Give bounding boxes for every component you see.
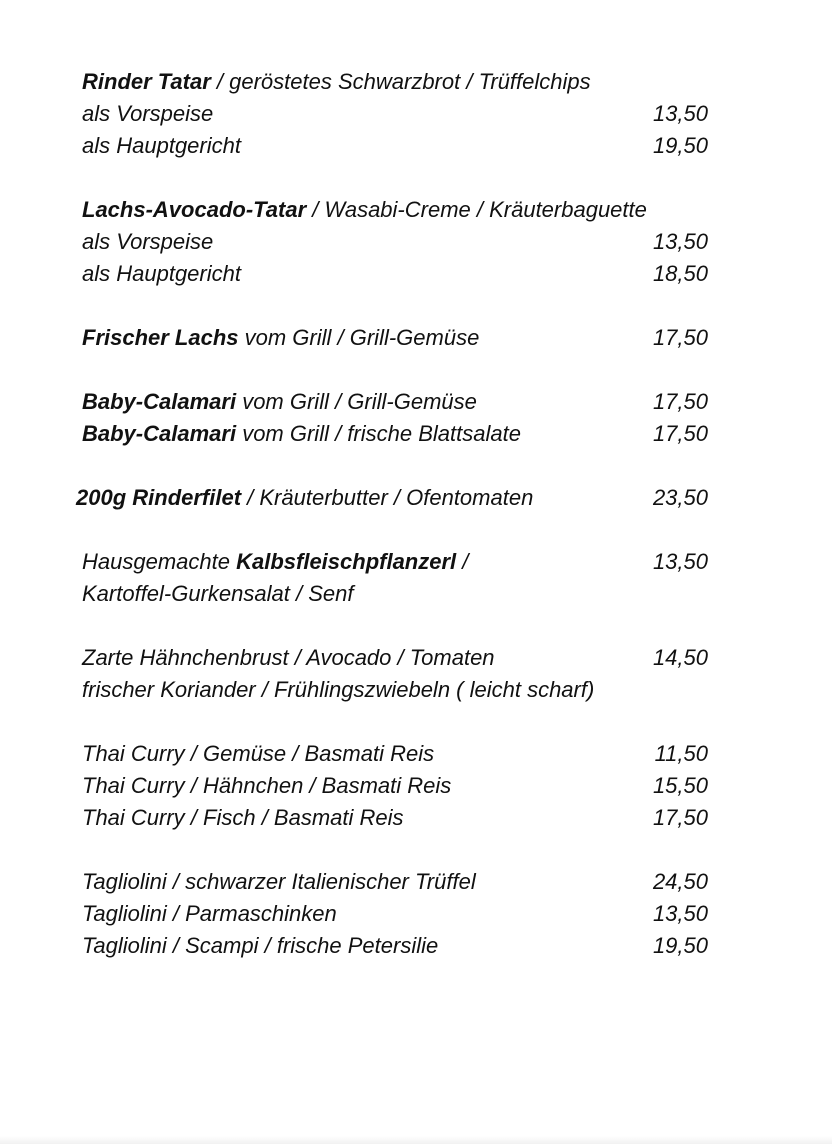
dish-name: Frischer Lachs: [82, 325, 239, 350]
dish-name: Lachs-Avocado-Tatar: [82, 197, 307, 222]
option-label: als Vorspeise: [82, 229, 214, 254]
price: 17,50: [652, 325, 708, 350]
dish-line: [82, 66, 591, 98]
dish-description: / Kräuterbutter / Ofentomaten: [241, 485, 534, 510]
dish-line: [82, 418, 521, 450]
menu-item-baby-calamari-gemuese: [0, 386, 832, 418]
page-bottom-edge: [0, 1136, 832, 1144]
dish-description: Zarte Hähnchenbrust / Avocado / Tomaten: [82, 645, 495, 670]
menu-item-haehnchenbrust: [0, 642, 832, 674]
price: 17,50: [652, 421, 708, 446]
dish-description: Thai Curry / Hähnchen / Basmati Reis: [82, 773, 452, 798]
menu-item-thai-curry-fisch: [0, 802, 832, 834]
price: 13,50: [652, 901, 708, 926]
menu-item-rinderfilet: [0, 482, 832, 514]
dish-line: [82, 546, 468, 578]
menu-item-rinder-tatar: [0, 66, 832, 98]
price: 23,50: [652, 485, 708, 510]
option-row: [0, 226, 832, 258]
dish-description: Tagliolini / schwarzer Italienischer Trüffel: [82, 869, 476, 894]
dish-name: 200g Rinderfilet: [76, 485, 242, 510]
option-label: als Hauptgericht: [82, 133, 241, 158]
menu-item-tagliolini-parmaschinken: [0, 898, 832, 930]
price: 13,50: [652, 549, 708, 574]
dish-description: / Wasabi-Creme / Kräuterbaguette: [306, 197, 647, 222]
dish-line: [76, 482, 533, 514]
option-label: als Vorspeise: [82, 101, 214, 126]
dish-description: vom Grill / frische Blattsalate: [236, 421, 521, 446]
dish-description: Tagliolini / Parmaschinken: [82, 901, 337, 926]
price: 24,50: [652, 869, 708, 894]
option-row: [0, 130, 832, 162]
dish-description: Kartoffel-Gurkensalat / Senf: [82, 581, 354, 606]
dish-line: [82, 322, 479, 354]
price: 13,50: [652, 101, 708, 126]
dish-continuation: [0, 578, 832, 610]
price: 13,50: [652, 229, 708, 254]
price: 18,50: [652, 261, 708, 286]
price: 19,50: [652, 933, 708, 958]
dish-description: Tagliolini / Scampi / frische Petersilie: [82, 933, 439, 958]
menu-item-kalbsfleischpflanzerl: [0, 546, 832, 578]
dish-name: Kalbsfleischpflanzerl: [236, 549, 457, 574]
dish-description: Thai Curry / Fisch / Basmati Reis: [82, 805, 404, 830]
dish-name: Baby-Calamari: [82, 389, 237, 414]
menu-item-thai-curry-haehnchen: [0, 770, 832, 802]
option-row: [0, 258, 832, 290]
menu-item-frischer-lachs: [0, 322, 832, 354]
dish-line: [82, 194, 647, 226]
option-row: [0, 98, 832, 130]
dish-continuation: [0, 674, 832, 706]
option-label: als Hauptgericht: [82, 261, 241, 286]
price: 15,50: [652, 773, 708, 798]
menu-item-lachs-avocado-tatar: [0, 194, 832, 226]
dish-description: / geröstetes Schwarzbrot / Trüffelchips: [210, 69, 591, 94]
dish-description: Thai Curry / Gemüse / Basmati Reis: [82, 741, 435, 766]
price: 17,50: [652, 389, 708, 414]
price: 11,50: [654, 741, 708, 766]
menu-item-tagliolini-scampi: [0, 930, 832, 962]
dish-suffix: /: [456, 549, 469, 574]
dish-description: vom Grill / Grill-Gemüse: [238, 325, 480, 350]
dish-prefix: Hausgemachte: [82, 549, 237, 574]
price: 19,50: [652, 133, 708, 158]
menu-item-baby-calamari-salat: [0, 418, 832, 450]
price: 17,50: [652, 805, 708, 830]
dish-description: vom Grill / Grill-Gemüse: [236, 389, 477, 414]
menu-item-thai-curry-gemuese: [0, 738, 832, 770]
menu-item-tagliolini-trueffel: [0, 866, 832, 898]
dish-name: Rinder Tatar: [82, 69, 211, 94]
dish-line: [82, 386, 477, 418]
price: 14,50: [652, 645, 708, 670]
dish-name: Baby-Calamari: [82, 421, 237, 446]
dish-description: frischer Koriander / Frühlingszwiebeln ( leicht scharf): [82, 677, 595, 702]
